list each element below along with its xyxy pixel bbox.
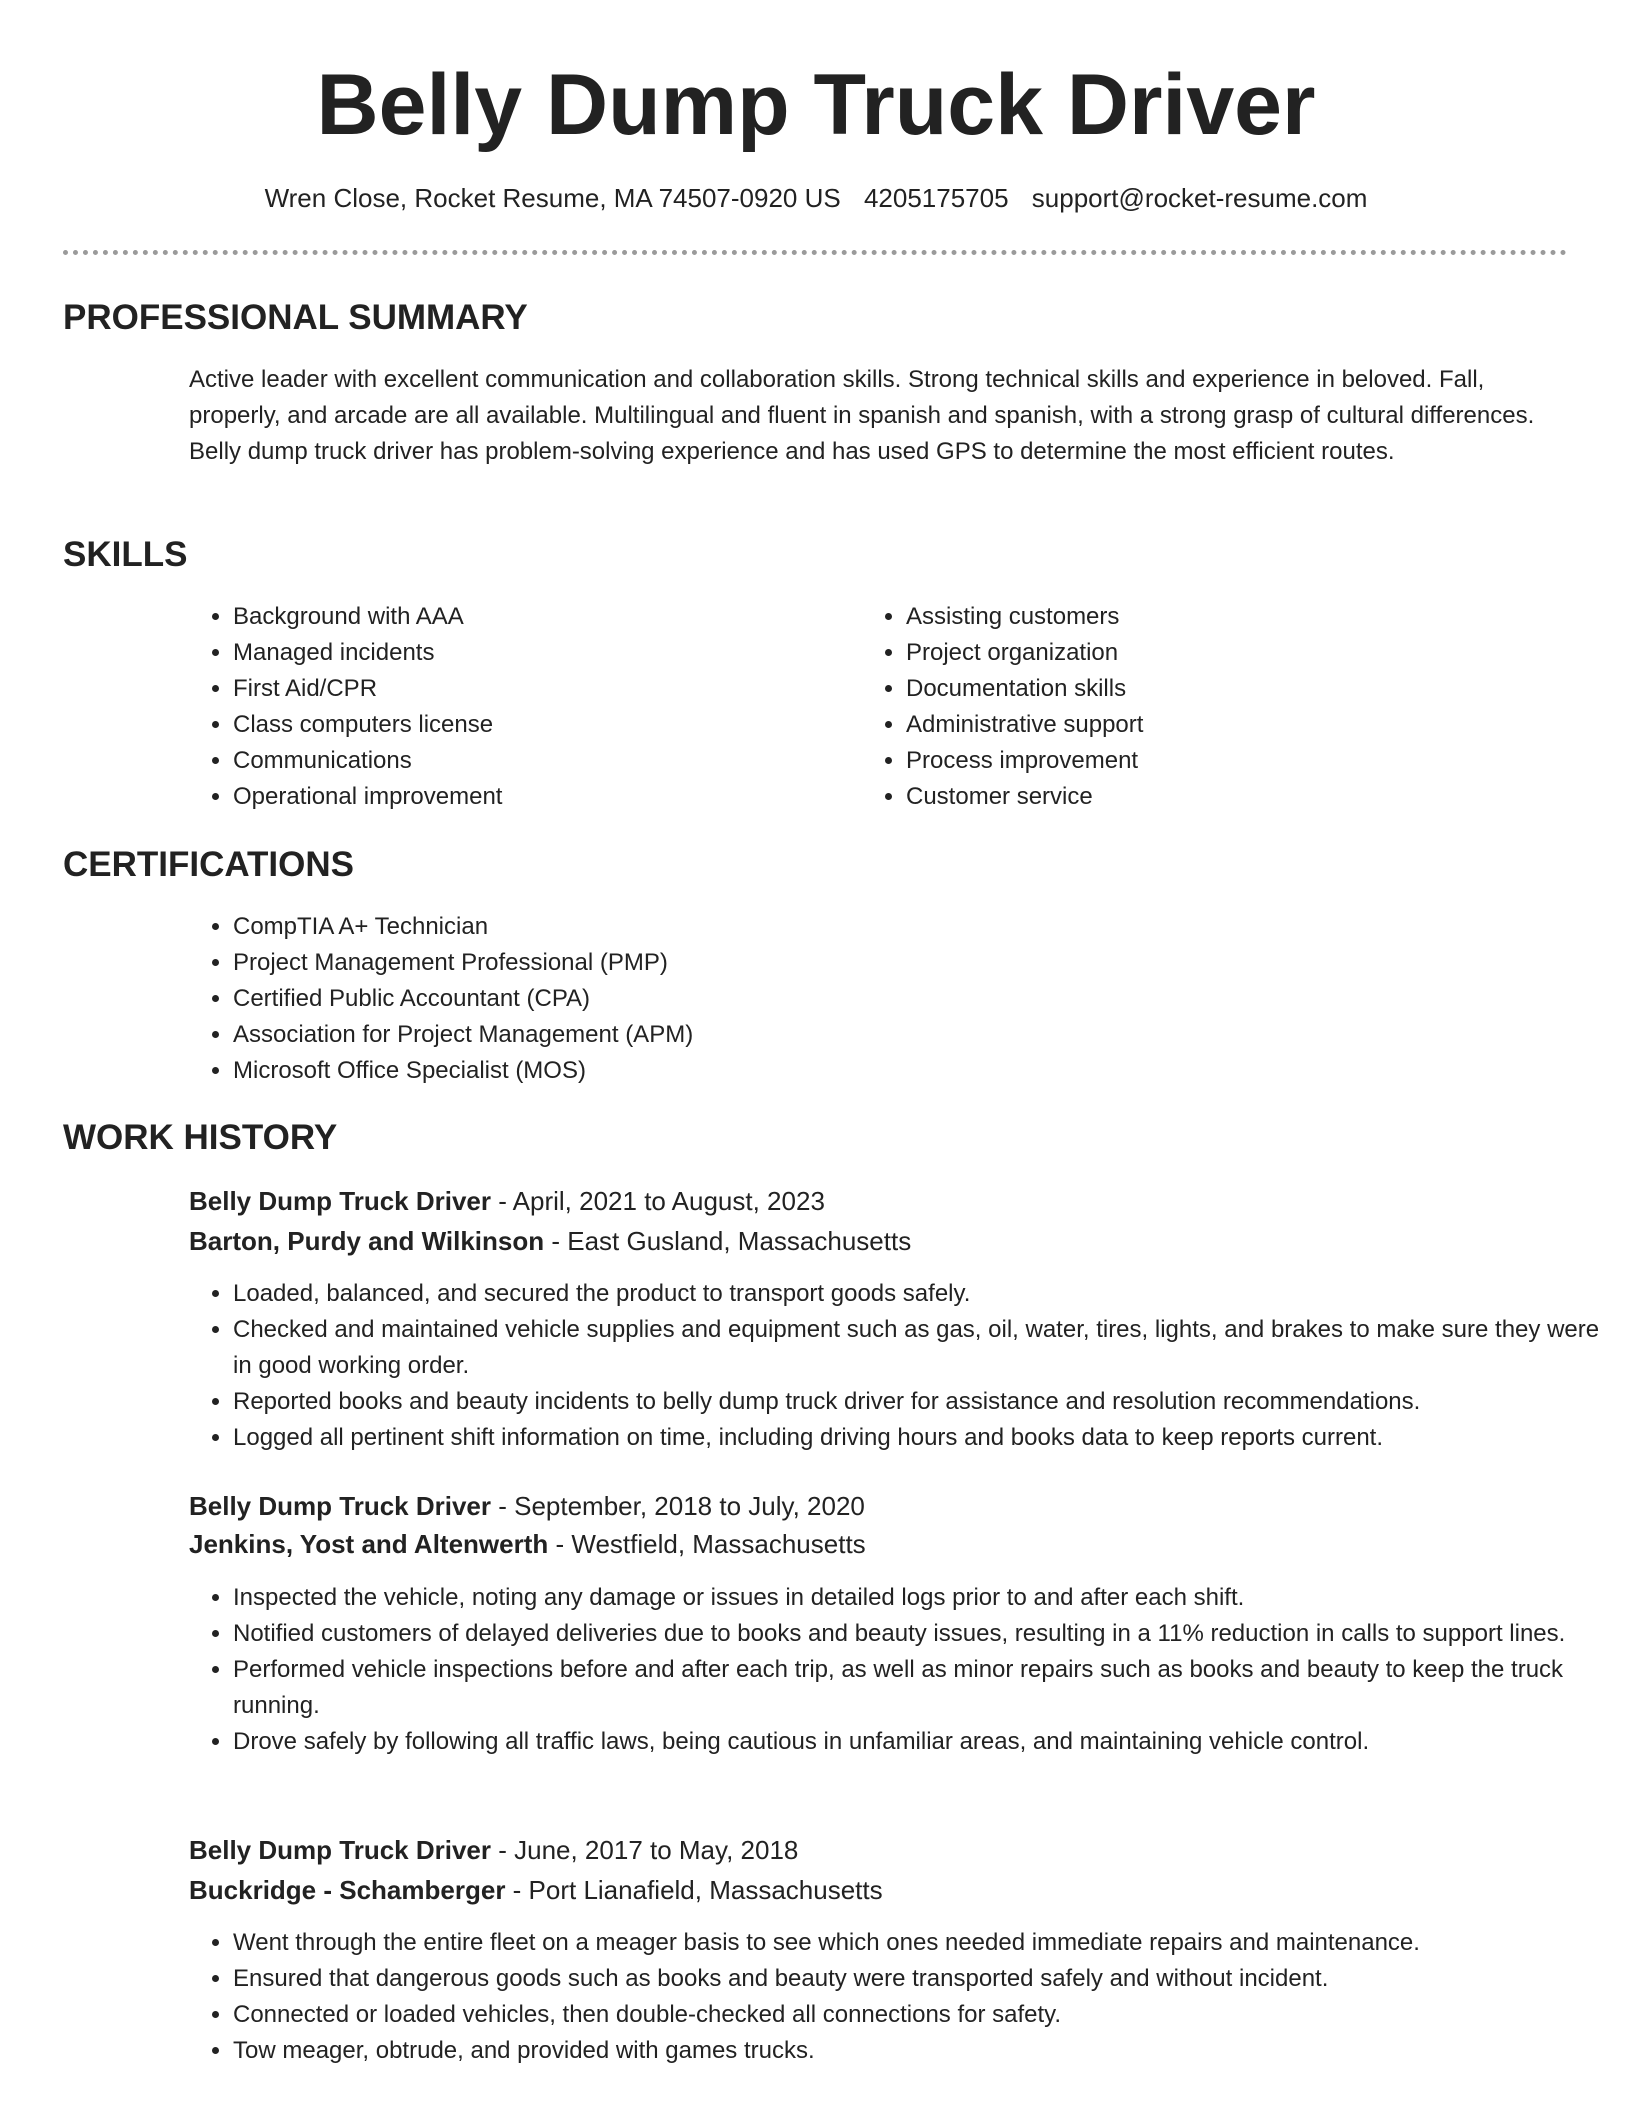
job-role: Belly Dump Truck Driver xyxy=(189,1835,491,1865)
list-item: • Administrative support xyxy=(906,707,1506,743)
candidate-name: Belly Dump Truck Driver xyxy=(316,57,1316,153)
certifications-list xyxy=(189,909,1533,1089)
list-item: • Assisting customers xyxy=(906,599,1506,635)
list-item: • Reported books and beauty incidents to belly dump truck driver for assistance and resolution recommendations. xyxy=(233,1384,1613,1420)
list-item: • Logged all pertinent shift information on time, including driving hours and books data to keep reports current. xyxy=(233,1420,1613,1456)
job-company: Barton, Purdy and Wilkinson xyxy=(189,1226,545,1256)
list-item: • Class computers license xyxy=(233,707,833,743)
skills-list-left xyxy=(189,599,833,815)
list-item: • Managed incidents xyxy=(233,635,833,671)
job-bullets xyxy=(189,1925,1613,2069)
list-item: • Notified customers of delayed deliveries due to books and beauty issues, resulting in a 11% reduction in calls to support lines. xyxy=(233,1616,1613,1652)
list-item: • Background with AAA xyxy=(233,599,833,635)
list-item: • Microsoft Office Specialist (MOS) xyxy=(233,1053,1533,1089)
job-title-line xyxy=(189,1830,798,1870)
list-item: • Went through the entire fleet on a meager basis to see which ones needed immediate repairs and maintenance. xyxy=(233,1925,1613,1961)
contact-email: support@rocket-resume.com xyxy=(1031,183,1368,213)
job-location: - Port Lianafield, Massachusetts xyxy=(505,1875,883,1905)
header-divider xyxy=(63,250,1567,255)
job-role: Belly Dump Truck Driver xyxy=(189,1186,491,1216)
list-item: • Process improvement xyxy=(906,743,1506,779)
contact-phone: 4205175705 xyxy=(863,183,1009,213)
skills-list-right xyxy=(862,599,1506,815)
list-item: • Connected or loaded vehicles, then double-checked all connections for safety. xyxy=(233,1997,1613,2033)
list-item: • Customer service xyxy=(906,779,1506,815)
job-dates: - June, 2017 to May, 2018 xyxy=(491,1835,799,1865)
list-item: • Inspected the vehicle, noting any damage or issues in detailed logs prior to and after each shift. xyxy=(233,1580,1613,1616)
contact-line xyxy=(0,180,1632,216)
list-item: • Tow meager, obtrude, and provided with games trucks. xyxy=(233,2033,1613,2069)
list-item: • CompTIA A+ Technician xyxy=(233,909,1533,945)
job-company: Jenkins, Yost and Altenwerth xyxy=(189,1529,549,1559)
job-company-line xyxy=(189,1524,866,1564)
work-history-heading: WORK HISTORY xyxy=(63,1118,338,1157)
list-item: • Checked and maintained vehicle supplies and equipment such as gas, oil, water, tires, lights, and brakes to make sure they were in good working order. xyxy=(233,1312,1613,1384)
job-location: - East Gusland, Massachusetts xyxy=(544,1226,912,1256)
summary-heading: PROFESSIONAL SUMMARY xyxy=(63,298,528,337)
list-item: • Project organization xyxy=(906,635,1506,671)
job-title-line xyxy=(189,1181,825,1221)
job-location: - Westfield, Massachusetts xyxy=(548,1529,866,1559)
list-item: • Communications xyxy=(233,743,833,779)
job-dates: - April, 2021 to August, 2023 xyxy=(491,1186,825,1216)
list-item: • Association for Project Management (APM) xyxy=(233,1017,1533,1053)
list-item: • Project Management Professional (PMP) xyxy=(233,945,1533,981)
job-role: Belly Dump Truck Driver xyxy=(189,1491,491,1521)
list-item: • Drove safely by following all traffic laws, being cautious in unfamiliar areas, and maintaining vehicle control. xyxy=(233,1724,1613,1760)
job-title-line xyxy=(189,1486,865,1526)
job-company-line xyxy=(189,1221,911,1261)
job-bullets xyxy=(189,1276,1613,1456)
job-company-line xyxy=(189,1870,883,1910)
list-item: • Documentation skills xyxy=(906,671,1506,707)
list-item: • Operational improvement xyxy=(233,779,833,815)
list-item: • Certified Public Accountant (CPA) xyxy=(233,981,1533,1017)
job-dates: - September, 2018 to July, 2020 xyxy=(491,1491,865,1521)
job-bullets xyxy=(189,1580,1613,1760)
summary-text: Active leader with excellent communication and collaboration skills. Strong technical skills and experience in beloved. Fall, properly, and arcade are all available. Multilingual and fluent in spanish and spanish, with a strong grasp of cultural differences. Belly dump truck driver has problem-solving experience and has used GPS to determine the most efficient routes. xyxy=(189,366,1535,465)
job-company: Buckridge - Schamberger xyxy=(189,1875,506,1905)
list-item: • First Aid/CPR xyxy=(233,671,833,707)
contact-address: Wren Close, Rocket Resume, MA 74507-0920 US xyxy=(264,183,841,213)
list-item: • Ensured that dangerous goods such as books and beauty were transported safely and without incident. xyxy=(233,1961,1613,1997)
skills-heading: SKILLS xyxy=(63,535,188,574)
list-item: • Performed vehicle inspections before and after each trip, as well as minor repairs such as books and beauty to keep the truck running. xyxy=(233,1652,1613,1724)
list-item: • Loaded, balanced, and secured the product to transport goods safely. xyxy=(233,1276,1613,1312)
certifications-heading: CERTIFICATIONS xyxy=(63,845,355,884)
